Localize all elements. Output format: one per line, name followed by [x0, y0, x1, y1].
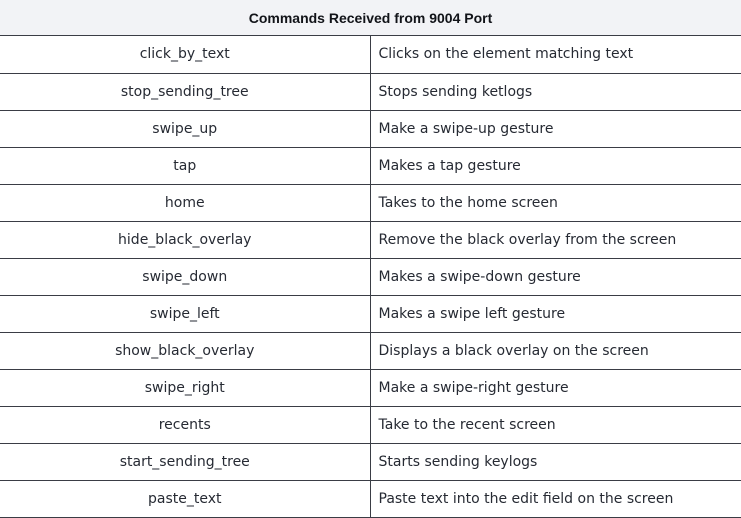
table-row — [0, 73, 741, 110]
table-row — [0, 443, 741, 480]
command-cell: swipe_left — [0, 295, 370, 332]
command-cell: recents — [0, 406, 370, 443]
description-cell: Takes to the home screen — [370, 184, 741, 221]
description-cell: Makes a tap gesture — [370, 147, 741, 184]
commands-table-body — [0, 36, 741, 518]
table-title: Commands Received from 9004 Port — [0, 0, 741, 36]
command-cell: start_sending_tree — [0, 443, 370, 480]
table-row — [0, 110, 741, 147]
command-cell: tap — [0, 147, 370, 184]
command-cell: show_black_overlay — [0, 332, 370, 369]
table-row — [0, 258, 741, 295]
table-row — [0, 147, 741, 184]
command-cell: paste_text — [0, 480, 370, 517]
description-cell: Take to the recent screen — [370, 406, 741, 443]
command-cell: click_by_text — [0, 36, 370, 73]
description-cell: Paste text into the edit field on the screen — [370, 480, 741, 517]
table-row — [0, 369, 741, 406]
description-cell: Remove the black overlay from the screen — [370, 221, 741, 258]
description-cell: Starts sending keylogs — [370, 443, 741, 480]
command-cell: hide_black_overlay — [0, 221, 370, 258]
description-cell: Make a swipe-right gesture — [370, 369, 741, 406]
table-row — [0, 221, 741, 258]
command-cell: home — [0, 184, 370, 221]
table-row — [0, 295, 741, 332]
table-row — [0, 184, 741, 221]
command-cell: stop_sending_tree — [0, 73, 370, 110]
table-row — [0, 332, 741, 369]
command-cell: swipe_down — [0, 258, 370, 295]
table-row — [0, 480, 741, 517]
description-cell: Displays a black overlay on the screen — [370, 332, 741, 369]
command-cell: swipe_right — [0, 369, 370, 406]
table-row — [0, 406, 741, 443]
command-cell: swipe_up — [0, 110, 370, 147]
description-cell: Make a swipe-up gesture — [370, 110, 741, 147]
description-cell: Makes a swipe-down gesture — [370, 258, 741, 295]
description-cell: Stops sending ketlogs — [370, 73, 741, 110]
description-cell: Clicks on the element matching text — [370, 36, 741, 73]
table-row — [0, 36, 741, 73]
description-cell: Makes a swipe left gesture — [370, 295, 741, 332]
